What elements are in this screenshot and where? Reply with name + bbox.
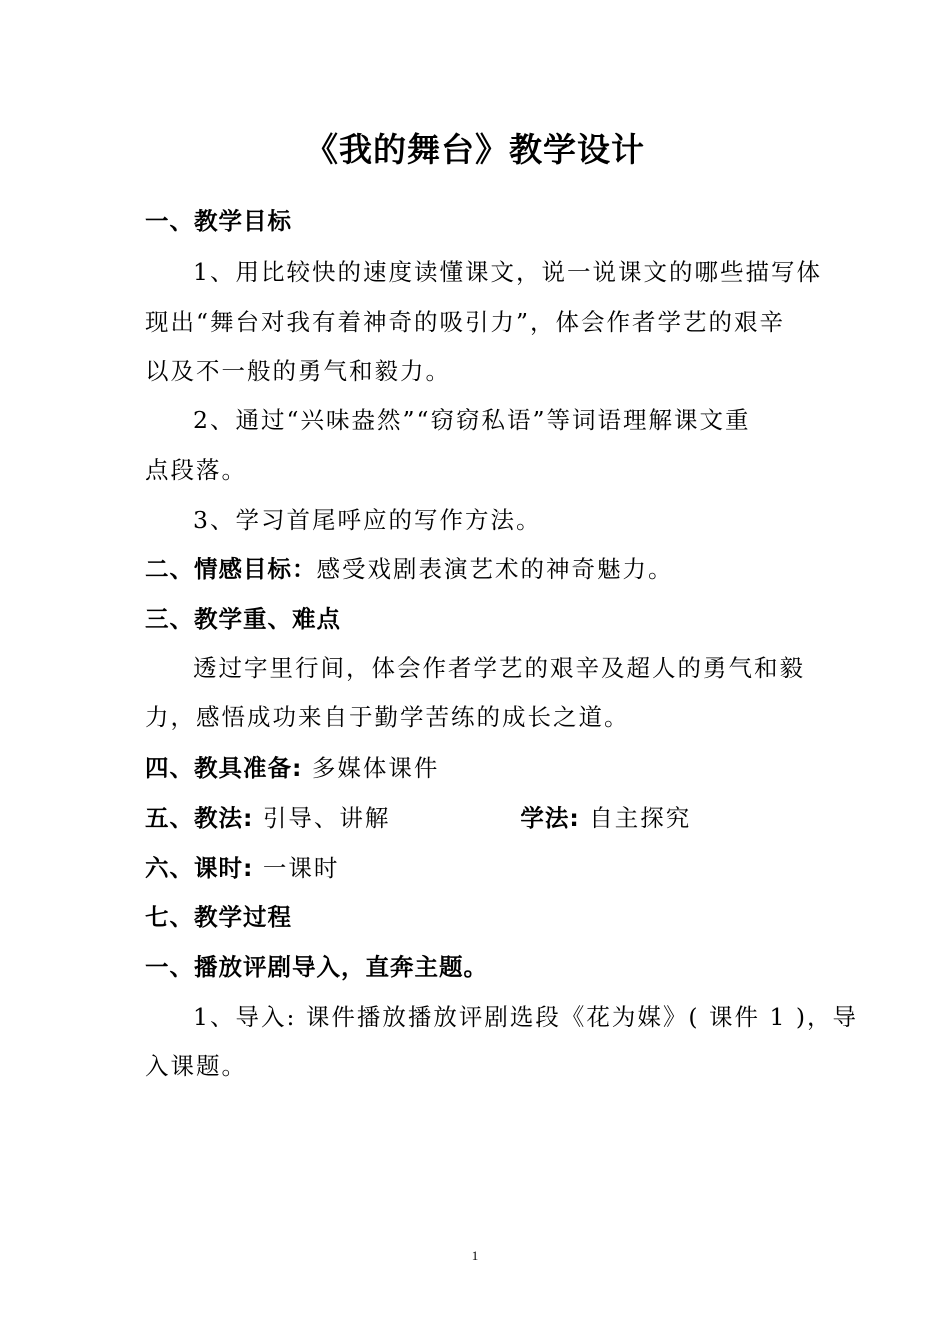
- goal-2-line-2: 点段落。: [145, 456, 247, 484]
- section-heading-emotion-goals: 二、情感目标：: [145, 555, 317, 583]
- goal-2-line-1: 2、通过“兴味盎然”“窃窃私语”等词语理解课文重: [193, 406, 751, 434]
- teaching-aids-text: 多媒体课件: [311, 754, 440, 782]
- section-heading-teaching-aids: 四、教具准备:: [145, 754, 303, 782]
- page-number: 1: [471, 1248, 479, 1263]
- key-points-line-1: 透过字里行间，体会作者学艺的艰辛及超人的勇气和毅: [193, 654, 805, 682]
- process-step-1-line-1: 1、导入: 课件播放播放评剧选段《花为媒》( 课件 1 )，导: [193, 1003, 859, 1031]
- learning-method-text: 自主探究: [589, 804, 692, 832]
- process-step-1-line-2: 入课题。: [145, 1052, 247, 1080]
- section-heading-teaching-method: 五、教法:: [145, 804, 254, 832]
- goal-1-line-2: 现出“舞台对我有着神奇的吸引力”，体会作者学艺的艰辛: [145, 308, 786, 336]
- emotion-goal-row: [145, 553, 674, 585]
- document-title: 《我的舞台》教学设计: [305, 130, 645, 169]
- emotion-goal-text: 感受戏剧表演艺术的神奇魅力。: [316, 555, 674, 583]
- section-heading-teaching-goals: 一、教学目标: [145, 207, 292, 235]
- section-heading-teaching-process: 七、教学过程: [145, 903, 292, 931]
- goal-3: 3、学习首尾呼应的写作方法。: [193, 506, 542, 534]
- key-points-line-2: 力，感悟成功来自于勤学苦练的成长之道。: [145, 703, 630, 731]
- goal-1-line-1: 1、用比较快的速度读懂课文，说一说课文的哪些描写体: [193, 258, 822, 286]
- section-heading-key-points: 三、教学重、难点: [145, 605, 341, 633]
- teaching-aids-row: [145, 752, 439, 784]
- methods-row: [145, 802, 691, 834]
- section-heading-class-hours: 六、课时:: [145, 854, 254, 882]
- class-hours-text: 一课时: [262, 854, 340, 882]
- teaching-method-text: 引导、讲解: [262, 804, 391, 832]
- class-hours-row: [145, 852, 339, 884]
- goal-1-line-3: 以及不一般的勇气和毅力。: [145, 357, 451, 385]
- process-step-1-heading: 一、播放评剧导入，直奔主题。: [145, 953, 488, 981]
- learning-method-heading: 学法:: [520, 804, 580, 832]
